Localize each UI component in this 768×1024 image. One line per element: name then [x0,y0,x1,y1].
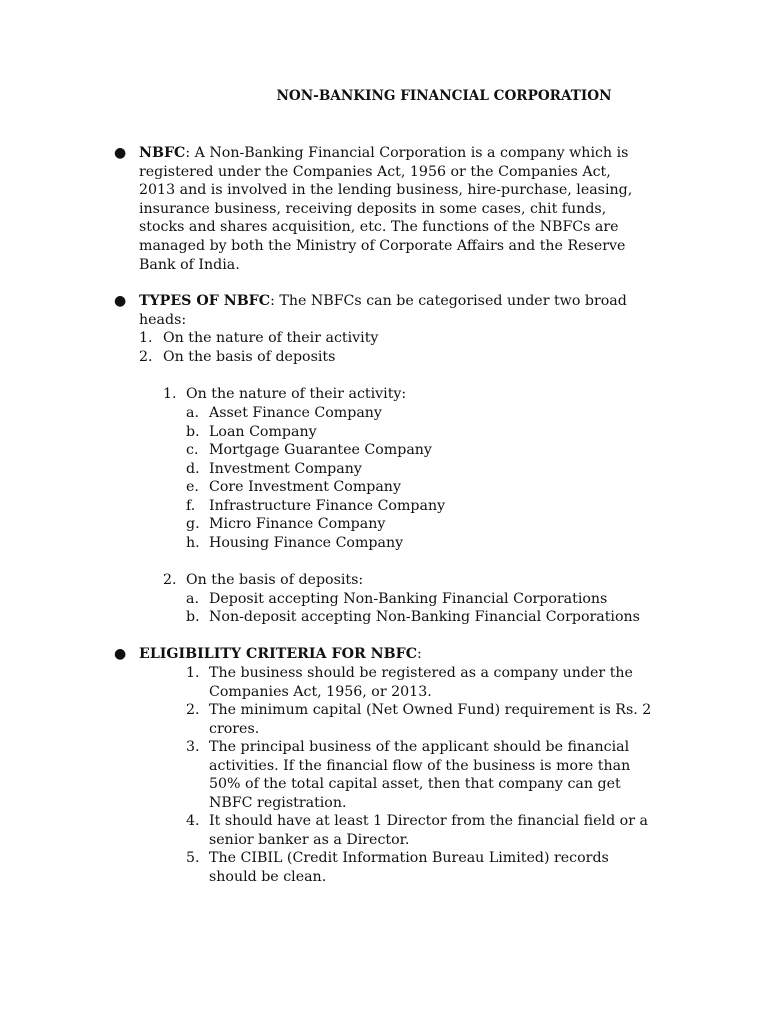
list-item: It should have at least 1 Director from the financial field or a [209,813,648,829]
nbfc-line: Bank of India. [139,256,240,273]
nbfc-line: managed by both the Ministry of Corporate Affairs and the Reserve [139,238,626,254]
list-item-marker: a. [186,590,199,607]
list-item-marker: b. [186,609,200,625]
list-item: Loan Company [209,423,317,440]
list-item-marker: a. [186,405,199,421]
list-item-marker: e. [186,479,199,495]
list-item: The CIBIL (Credit Information Bureau Limited) records [209,850,609,866]
nbfc-line: registered under the Companies Act, 1956 or the Companies Act, [139,163,611,180]
list-item: crores. [209,720,260,737]
nbfc-line: stocks and shares acquisition, etc. The functions of the NBFCs are [139,219,619,236]
eligibility-term: ELIGIBILITY CRITERIA FOR NBFC [139,646,417,662]
list-item-marker: d. [186,460,200,477]
list-item-marker: 3. [186,739,200,755]
list-item: On the basis of deposits [163,349,336,365]
list-item: Non-deposit accepting Non-Banking Financial Corporations [209,609,640,625]
list-item-marker: 2. [139,349,153,365]
page-title: NON-BANKING FINANCIAL CORPORATION [276,88,612,104]
list-item: The business should be registered as a company under the [209,665,633,681]
list-item: Housing Finance Company [209,534,404,551]
list-item: Investment Company [209,460,362,477]
list-item-marker: h. [186,534,200,551]
list-item-marker: f. [186,497,196,514]
nbfc-line: 2013 and is involved in the lending business, hire-purchase, leasing, [139,182,633,199]
types-term: TYPES OF NBFC [139,293,271,309]
list-item: Deposit accepting Non-Banking Financial Corporations [209,590,608,607]
list-item: Infrastructure Finance Company [209,497,446,514]
list-item: Asset Finance Company [209,405,382,421]
list-item-marker: 1. [139,330,153,346]
list-item: activities. If the financial flow of the business is more than [209,757,631,774]
list-item: The principal business of the applicant should be financial [209,739,630,755]
nbfc-line: : A Non-Banking Financial Corporation is a company which is [185,145,629,161]
list-item: Mortgage Guarantee Company [209,442,432,458]
deposits-marker: 2. [163,572,177,588]
eligibility-suffix: : [417,646,422,662]
list-item: On the nature of their activity [163,330,379,346]
list-item: Companies Act, 1956, or 2013. [209,683,432,700]
types-line: heads: [139,311,187,328]
list-item: NBFC registration. [209,794,347,811]
list-item-marker: g. [186,516,200,532]
list-item-marker: c. [186,442,199,458]
nbfc-line: insurance business, receiving deposits in some cases, chit funds, [139,200,607,217]
bullet-nbfc: ● [114,145,127,161]
list-item: The minimum capital (Net Owned Fund) requirement is Rs. 2 [209,702,652,718]
list-item-marker: 4. [186,813,200,829]
list-item: should be clean. [209,868,327,885]
types-line: : The NBFCs can be categorised under two broad [270,293,627,309]
list-item: Core Investment Company [209,479,401,495]
deposits-heading: On the basis of deposits: [186,572,364,588]
list-item: 50% of the total capital asset, then that company can get [209,776,621,792]
bullet-eligibility: ● [114,646,127,662]
activity-marker: 1. [163,386,177,402]
activity-heading: On the nature of their activity: [186,386,407,402]
list-item: Micro Finance Company [209,516,386,532]
list-item-marker: 5. [186,850,200,866]
bullet-types: ● [114,293,127,309]
nbfc-term: NBFC [139,145,186,161]
list-item: senior banker as a Director. [209,831,410,848]
list-item-marker: b. [186,423,200,440]
list-item-marker: 2. [186,702,200,718]
list-item-marker: 1. [186,665,200,681]
